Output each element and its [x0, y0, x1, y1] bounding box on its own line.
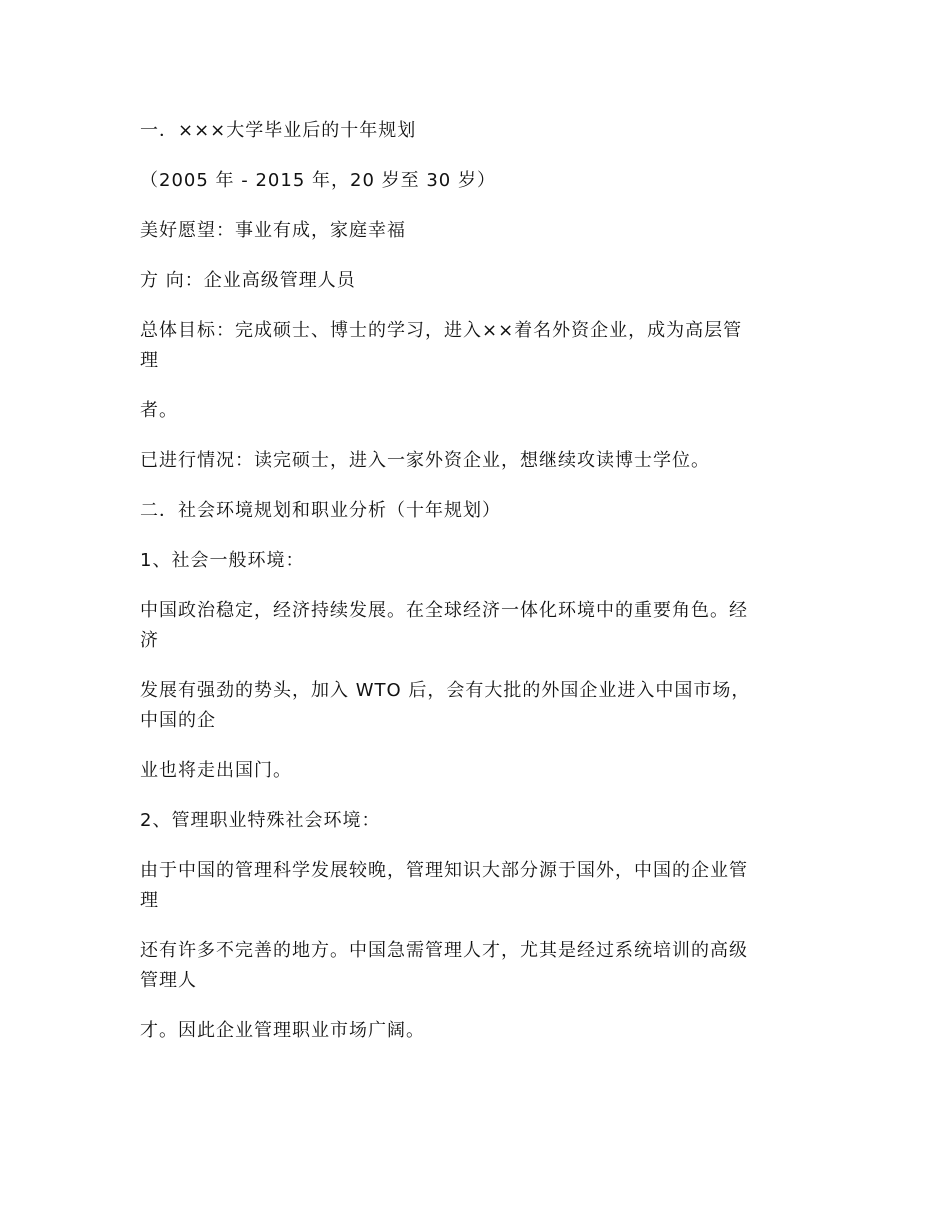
paragraph-1-line-2: 济 [140, 630, 159, 651]
goal-line-cont-1: 理 [140, 350, 159, 371]
paragraph-2-line-3: 还有许多不完善的地方。中国急需管理人才，尤其是经过系统培训的高级 [140, 940, 748, 961]
paragraph-1-line-4: 中国的企 [140, 710, 216, 731]
direction-line: 方 向：企业高级管理人员 [140, 270, 356, 291]
paragraph-1-line-3: 发展有强劲的势头，加入 WTO 后，会有大批的外国企业进入中国市场， [140, 680, 751, 701]
paragraph-2-line-5: 才。因此企业管理职业市场广阔。 [140, 1020, 425, 1041]
wish-line: 美好愿望：事业有成，家庭幸福 [140, 220, 406, 241]
paragraph-2-line-4: 管理人 [140, 970, 197, 991]
progress-line: 已进行情况：读完硕士，进入一家外资企业，想继续攻读博士学位。 [140, 450, 710, 471]
goal-line: 总体目标：完成硕士、博士的学习，进入××着名外资企业，成为高层管 [140, 320, 743, 341]
subsection-heading-2: 2、管理职业特殊社会环境： [140, 810, 381, 831]
section-heading-1: 一．×××大学毕业后的十年规划 [140, 120, 417, 141]
section-heading-2: 二．社会环境规划和职业分析（十年规划） [140, 500, 501, 521]
subsection-heading-1: 1、社会一般环境： [140, 550, 305, 571]
period-line: （2005 年 - 2015 年，20 岁至 30 岁） [140, 170, 496, 191]
paragraph-1-line-5: 业也将走出国门。 [140, 760, 292, 781]
paragraph-2-line-2: 理 [140, 890, 159, 911]
paragraph-1-line-1: 中国政治稳定，经济持续发展。在全球经济一体化环境中的重要角色。经 [140, 600, 748, 621]
paragraph-2-line-1: 由于中国的管理科学发展较晚，管理知识大部分源于国外，中国的企业管 [140, 860, 748, 881]
goal-line-cont-2: 者。 [140, 400, 178, 421]
